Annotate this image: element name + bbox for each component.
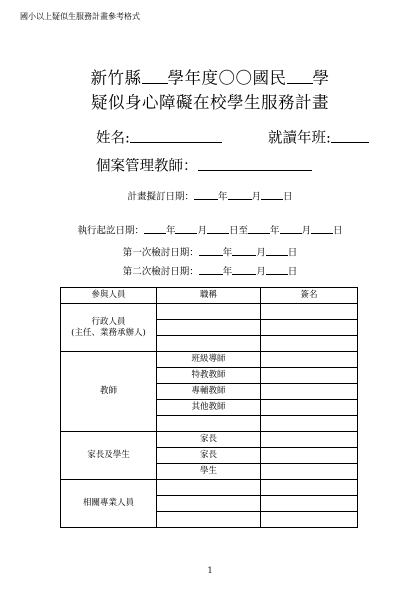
job-title-cell xyxy=(157,512,261,528)
date-blank xyxy=(232,265,256,275)
date-blank xyxy=(199,246,223,256)
job-title-cell: 專輔教師 xyxy=(157,384,261,400)
job-title-cell: 特教教師 xyxy=(157,368,261,384)
signature-cell[interactable] xyxy=(261,496,358,512)
until-word: 至 xyxy=(238,225,249,237)
table-row xyxy=(61,352,358,368)
table-row xyxy=(61,432,358,448)
year-unit: 年 xyxy=(165,225,176,237)
signature-cell[interactable] xyxy=(261,336,358,352)
name-label: 姓名: xyxy=(96,130,130,147)
day-unit: 日 xyxy=(287,247,298,259)
signature-cell[interactable] xyxy=(261,432,358,448)
signature-cell[interactable] xyxy=(261,400,358,416)
signature-cell[interactable] xyxy=(261,480,358,496)
year-word: 學年度 xyxy=(167,68,219,88)
date-blank xyxy=(232,246,256,256)
group-label-teachers: 教師 xyxy=(61,352,157,432)
day-unit: 日 xyxy=(228,225,239,237)
execution-period-line xyxy=(0,224,420,236)
job-title-cell xyxy=(157,304,261,320)
month-unit: 月 xyxy=(197,225,207,237)
header-participants: 參與人員 xyxy=(61,288,157,304)
case-manager-blank xyxy=(198,155,312,171)
date-blank xyxy=(194,190,218,200)
table-row xyxy=(61,304,358,320)
signature-cell[interactable] xyxy=(261,352,358,368)
month-unit: 月 xyxy=(251,191,262,203)
date-blank xyxy=(280,224,302,234)
signature-cell[interactable] xyxy=(261,512,358,528)
table-row xyxy=(61,480,358,496)
table-header-row xyxy=(61,288,358,304)
date-blank xyxy=(266,246,288,256)
signature-cell[interactable] xyxy=(261,384,358,400)
year-unit: 年 xyxy=(222,247,233,259)
month-unit: 月 xyxy=(256,247,266,259)
job-title-cell: 學生 xyxy=(157,464,261,480)
header-note: 國小以上疑似生服務計畫參考格式 xyxy=(20,12,140,21)
grade-blank xyxy=(331,127,369,143)
year-unit: 年 xyxy=(217,191,228,203)
student-name-field xyxy=(96,127,222,146)
job-title-cell xyxy=(157,336,261,352)
signature-table xyxy=(60,287,358,528)
date-blank xyxy=(266,265,288,275)
job-title-cell: 家長 xyxy=(157,448,261,464)
day-unit: 日 xyxy=(283,191,293,203)
header-title: 職稱 xyxy=(157,288,261,304)
grade-label: 就讀年班: xyxy=(268,130,331,147)
county-name: 新竹縣 xyxy=(90,68,142,88)
job-title-cell: 其他教師 xyxy=(157,400,261,416)
header-signature: 簽名 xyxy=(261,288,358,304)
group-label-professionals: 相關專業人員 xyxy=(61,480,157,528)
signature-cell[interactable] xyxy=(261,464,358,480)
job-title-cell xyxy=(157,320,261,336)
name-blank xyxy=(130,127,222,143)
group-label-family: 家長及學生 xyxy=(61,432,157,480)
date-blank xyxy=(175,224,197,234)
job-title-cell xyxy=(157,496,261,512)
signature-cell[interactable] xyxy=(261,368,358,384)
date-blank xyxy=(144,224,166,234)
day-unit: 日 xyxy=(333,225,343,237)
job-title-cell xyxy=(157,416,261,432)
review2-date-line xyxy=(0,265,420,277)
review1-label: 第一次檢討日期： xyxy=(122,247,199,259)
signature-cell[interactable] xyxy=(261,416,358,432)
group-label-admin xyxy=(61,304,157,352)
school-name: 〇〇國民 xyxy=(218,68,287,88)
school-suffix: 學 xyxy=(312,68,330,88)
page-number: 1 xyxy=(207,566,213,575)
plan-date-line xyxy=(0,190,420,202)
form-title-line2: 疑似身心障礙在校學生服務計畫 xyxy=(91,93,329,112)
year-blank xyxy=(142,66,168,84)
date-blank xyxy=(261,190,283,200)
group-label-line: (主任、業務承辦人) xyxy=(71,327,146,338)
signature-cell[interactable] xyxy=(261,304,358,320)
school-blank xyxy=(287,66,313,84)
case-manager-row xyxy=(96,155,312,174)
month-unit: 月 xyxy=(256,266,266,278)
signature-cell[interactable] xyxy=(261,320,358,336)
date-blank xyxy=(207,224,229,234)
year-unit: 年 xyxy=(270,225,280,237)
signature-cell[interactable] xyxy=(261,448,358,464)
job-title-cell: 班級導師 xyxy=(157,352,261,368)
student-grade-field xyxy=(268,127,369,146)
review1-date-line xyxy=(0,246,420,258)
date-blank xyxy=(248,224,270,234)
month-unit: 月 xyxy=(301,225,312,237)
year-unit: 年 xyxy=(222,266,233,278)
date-blank xyxy=(228,190,252,200)
date-blank xyxy=(199,265,223,275)
plan-date-label: 計畫擬訂日期： xyxy=(127,191,194,203)
review2-label: 第二次檢討日期： xyxy=(122,266,199,278)
job-title-cell xyxy=(157,480,261,496)
day-unit: 日 xyxy=(287,266,298,278)
case-manager-label: 個案管理教師： xyxy=(96,158,198,175)
group-label-line: 行政人員 xyxy=(91,316,126,327)
period-label: 執行起訖日期： xyxy=(77,225,144,237)
date-blank xyxy=(311,224,333,234)
job-title-cell: 家長 xyxy=(157,432,261,448)
form-title-line1 xyxy=(0,66,420,87)
